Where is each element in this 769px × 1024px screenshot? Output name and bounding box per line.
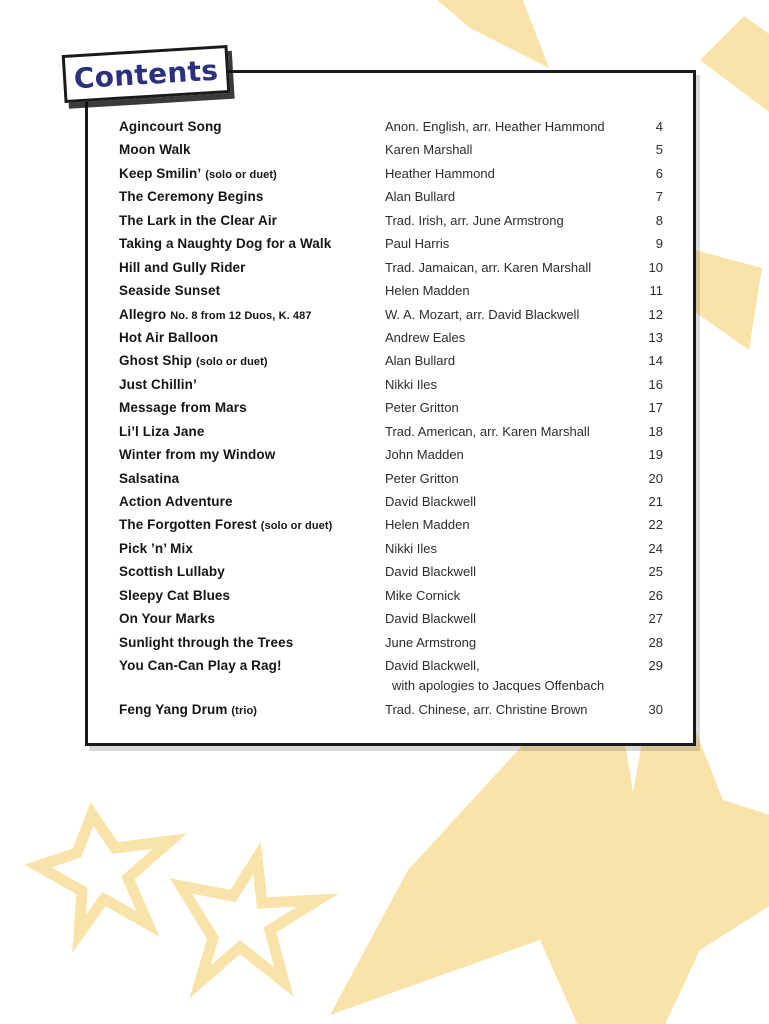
toc-row <box>119 633 663 656</box>
piece-composer: Paul Harris <box>385 236 450 252</box>
piece-title: Allegro No. 8 from 12 Duos, K. 487 <box>119 306 312 322</box>
toc-row <box>119 305 663 328</box>
piece-title-suffix: (trio) <box>231 705 258 718</box>
piece-title-suffix: (solo or duet) <box>205 168 277 181</box>
piece-title-suffix: No. 8 from 12 Duos, K. 487 <box>170 309 312 322</box>
piece-title: Seaside Sunset <box>119 283 221 299</box>
piece-composer: Nikki Iles <box>385 376 438 392</box>
page-number: 7 <box>655 189 663 205</box>
page-number: 28 <box>648 634 663 650</box>
piece-composer: Heather Hammond <box>385 165 495 181</box>
toc-row <box>119 117 663 140</box>
toc-row <box>119 258 663 281</box>
piece-composer: Trad. Irish, arr. June Armstrong <box>385 212 564 228</box>
piece-composer: Karen Marshall <box>385 142 473 158</box>
page-number: 20 <box>648 470 663 486</box>
page-number: 30 <box>648 702 663 718</box>
piece-title: Action Adventure <box>119 494 233 509</box>
piece-composer: W. A. Mozart, arr. David Blackwell <box>385 306 580 322</box>
page-number: 22 <box>648 517 663 533</box>
piece-title-suffix: (solo or duet) <box>260 520 333 533</box>
page-number: 17 <box>648 400 663 416</box>
piece-title: Message from Mars <box>119 400 247 416</box>
page-number: 18 <box>648 423 663 439</box>
page-number: 6 <box>655 165 663 181</box>
piece-title: Pick ’n’ Mix <box>119 540 193 556</box>
toc-row <box>119 469 663 492</box>
piece-composer: Trad. Jamaican, arr. Karen Marshall <box>385 259 592 275</box>
piece-title: The Lark in the Clear Air <box>119 212 278 228</box>
page-number: 25 <box>648 564 663 580</box>
page-number: 12 <box>648 306 663 322</box>
toc-list <box>88 73 693 724</box>
piece-composer: John Madden <box>385 447 464 463</box>
piece-composer: David Blackwell <box>385 494 477 509</box>
piece-title: Keep Smilin’ (solo or duet) <box>119 165 277 181</box>
piece-title: Salsatina <box>119 470 180 486</box>
toc-row <box>119 328 663 351</box>
page-number: 13 <box>648 329 663 345</box>
page-number: 10 <box>648 259 663 275</box>
page-number: 8 <box>655 212 663 228</box>
piece-title: The Ceremony Begins <box>119 189 264 205</box>
piece-composer: Mike Cornick <box>385 587 461 603</box>
piece-composer: David Blackwell, with apologies to Jacques Offenbach <box>385 656 627 696</box>
toc-row <box>119 700 663 723</box>
piece-composer: Trad. American, arr. Karen Marshall <box>385 423 590 439</box>
page-number: 14 <box>648 353 663 369</box>
piece-title: Just Chillin’ <box>119 376 197 392</box>
page-number: 16 <box>648 376 663 392</box>
page-number: 5 <box>655 142 663 158</box>
outline-star-left <box>38 814 170 934</box>
toc-row <box>119 211 663 234</box>
toc-row <box>119 492 663 515</box>
page-number: 4 <box>655 119 663 134</box>
piece-title: Hill and Gully Rider <box>119 259 246 275</box>
toc-row <box>119 562 663 585</box>
piece-title: Taking a Naughty Dog for a Walk <box>119 236 332 252</box>
toc-row <box>119 422 663 445</box>
toc-row <box>119 586 663 609</box>
piece-title: Moon Walk <box>119 142 191 158</box>
piece-title: On Your Marks <box>119 611 216 627</box>
piece-composer: David Blackwell <box>385 611 477 627</box>
piece-title: Winter from my Window <box>119 447 276 463</box>
piece-composer: Helen Madden <box>385 517 470 533</box>
piece-composer: Anon. English, arr. Heather Hammond <box>385 119 605 134</box>
toc-row <box>119 375 663 398</box>
toc-row <box>119 234 663 257</box>
toc-row <box>119 281 663 304</box>
piece-composer: Andrew Eales <box>385 329 466 345</box>
page-number: 29 <box>648 658 663 674</box>
piece-title: Hot Air Balloon <box>119 329 219 345</box>
toc-row <box>119 515 663 538</box>
page-title: Contents <box>72 53 220 95</box>
piece-composer: Peter Gritton <box>385 400 459 416</box>
piece-title: Li’l Liza Jane <box>119 423 205 439</box>
piece-composer: David Blackwell <box>385 564 477 580</box>
piece-composer-line2: with apologies to Jacques Offenbach <box>392 678 605 694</box>
toc-row <box>119 609 663 632</box>
piece-title: Scottish Lullaby <box>119 564 225 580</box>
piece-composer: Alan Bullard <box>385 189 456 205</box>
piece-composer: Helen Madden <box>385 283 470 299</box>
piece-title: The Forgotten Forest (solo or duet) <box>119 517 333 533</box>
piece-title-suffix: (solo or duet) <box>196 356 268 369</box>
piece-title: Sleepy Cat Blues <box>119 587 231 603</box>
contents-heading-box <box>62 45 231 103</box>
toc-row <box>119 656 663 696</box>
page-number: 24 <box>648 540 663 556</box>
piece-title: Feng Yang Drum (trio) <box>119 702 258 718</box>
piece-title: Ghost Ship (solo or duet) <box>119 353 268 369</box>
page-number: 11 <box>649 283 663 299</box>
outline-star-right <box>181 858 318 982</box>
contents-panel <box>85 70 696 746</box>
toc-row <box>119 164 663 187</box>
page-number: 9 <box>655 236 663 252</box>
toc-row <box>119 351 663 374</box>
toc-row <box>119 140 663 163</box>
piece-composer: Trad. Chinese, arr. Christine Brown <box>385 702 588 718</box>
piece-composer: Peter Gritton <box>385 470 459 486</box>
toc-row <box>119 445 663 468</box>
page-number: 26 <box>648 587 663 603</box>
toc-row <box>119 398 663 421</box>
piece-composer: June Armstrong <box>385 634 477 650</box>
page-number: 21 <box>648 494 663 509</box>
piece-title: Agincourt Song <box>119 119 222 134</box>
piece-title: You Can-Can Play a Rag! <box>119 658 282 674</box>
toc-row <box>119 539 663 562</box>
page-number: 19 <box>648 447 663 463</box>
piece-title: Sunlight through the Trees <box>119 634 294 650</box>
page-number: 27 <box>648 611 663 627</box>
piece-composer: Nikki Iles <box>385 540 438 556</box>
toc-row <box>119 187 663 210</box>
piece-composer: Alan Bullard <box>385 353 456 369</box>
